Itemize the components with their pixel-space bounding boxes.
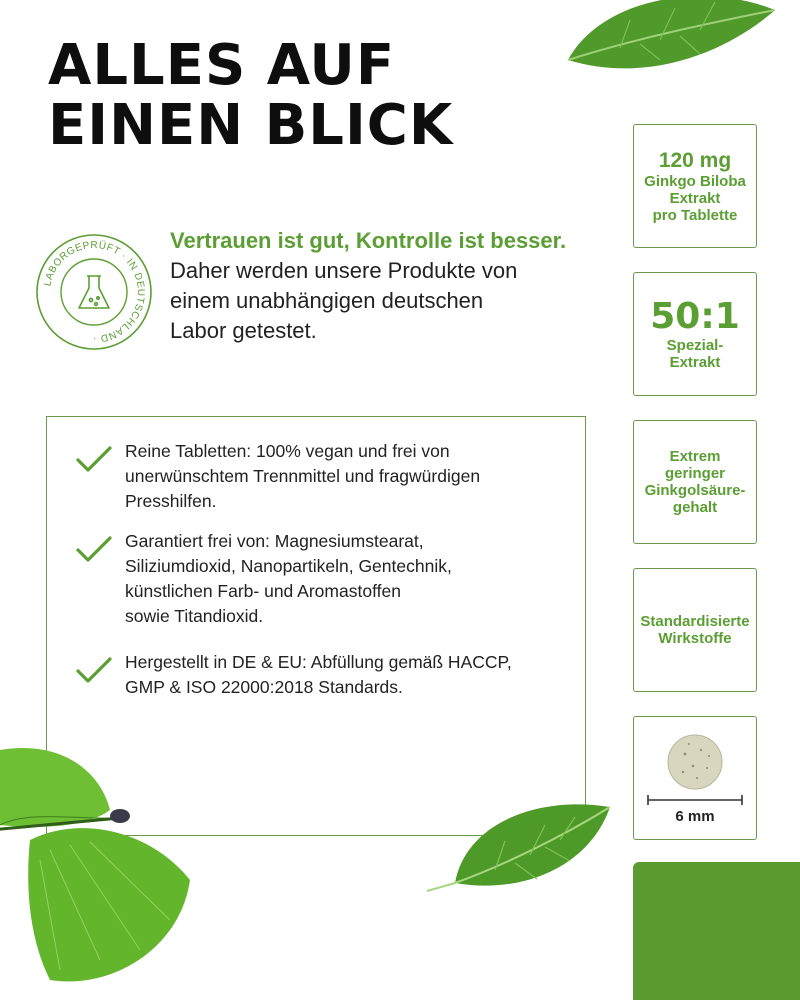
check-icon <box>75 656 113 686</box>
seal-text: LABORGEPRÜFT · IN DEUTSCHLAND · <box>42 239 147 345</box>
tablet-image <box>665 732 725 792</box>
card-standardized: Standardisierte Wirkstoffe <box>633 568 757 692</box>
card-extract-ratio-value: 50:1 <box>650 296 740 337</box>
feature-text: Hergestellt in DE & EU: Abfüllung gemäß HACCP, GMP & ISO 22000:2018 Standards. <box>125 652 512 697</box>
feature-text: Garantiert frei von: Magnesiumstearat, Siliziumdioxid, Nanopartikeln, Gentechnik, künstlichen Farb- und Aromastoffen sowie Titandioxid. <box>125 531 452 626</box>
leaf-bottom-center-image <box>425 795 615 895</box>
check-icon <box>75 445 113 475</box>
trust-body-line-2: einem unabhängigen deutschen <box>170 288 484 313</box>
lab-trust-statement <box>170 226 610 346</box>
feature-text: Reine Tabletten: 100% vegan und frei von unerwünschtem Trennmittel und fragwürdigen Presshilfen. <box>125 441 481 511</box>
card-dosage: 120 mg Ginkgo Biloba Extrakt pro Tablette <box>633 124 757 248</box>
check-icon <box>75 535 113 565</box>
card-dosage-value: 120 mg <box>658 148 732 172</box>
page-title-line-2: EINEN BLICK <box>48 93 454 158</box>
leaf-top-right-image <box>560 0 780 80</box>
card-tablet-size <box>633 716 757 840</box>
page-title-line-1: ALLES AUF <box>48 33 396 98</box>
trust-body-line-3: Labor getestet. <box>170 318 317 343</box>
card-extract-ratio: 50:1 Spezial- Extrakt <box>633 272 757 396</box>
page-title <box>48 33 454 158</box>
accent-block <box>633 862 800 1000</box>
ginkgo-leaf-image <box>0 730 200 1000</box>
trust-body-line-1: Daher werden unsere Produkte von <box>170 258 518 283</box>
lab-tested-seal-icon <box>34 232 154 352</box>
tablet-size-label: 6 mm <box>675 807 715 825</box>
measure-line-icon <box>645 794 745 806</box>
trust-headline: Vertrauen ist gut, Kontrolle ist besser. <box>170 228 567 253</box>
flask-icon <box>79 276 109 308</box>
card-ginkgolic-acid: Extrem geringer Ginkgolsäure- gehalt <box>633 420 757 544</box>
svg-text:LABORGEPRÜFT · IN DEUTSCHLAND <box>42 239 146 344</box>
